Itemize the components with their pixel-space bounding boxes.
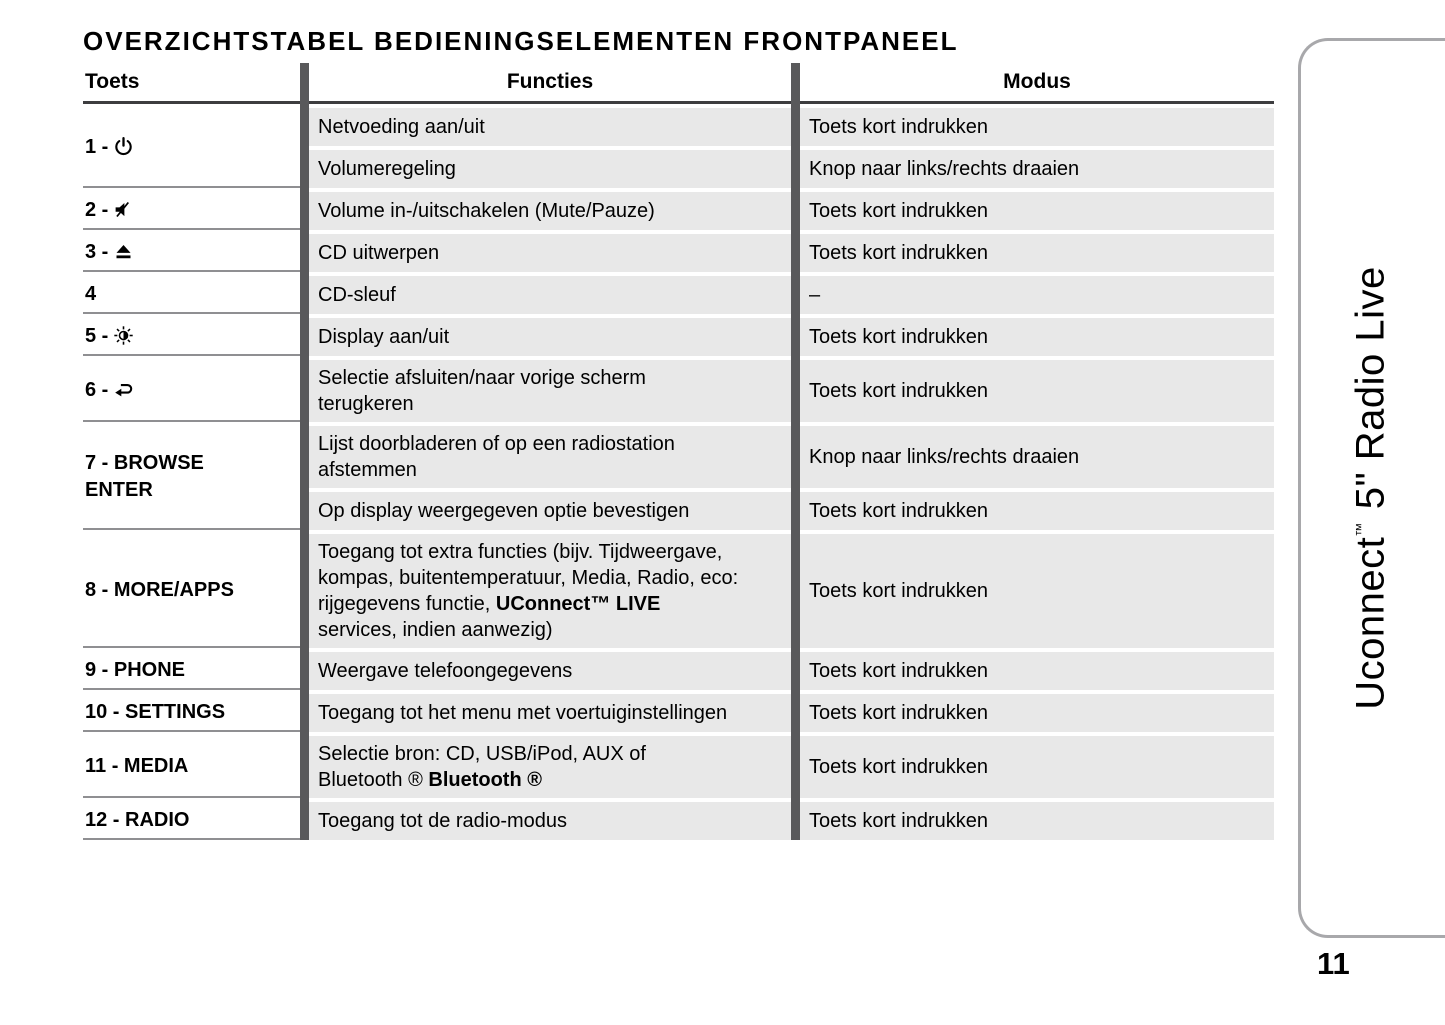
sidebar-model: 5" Radio Live xyxy=(1348,266,1393,510)
table-row xyxy=(300,318,1274,356)
sidebar-title xyxy=(1349,266,1394,710)
toets-cell xyxy=(83,360,300,422)
table-row xyxy=(300,192,1274,230)
functie-cell: Toegang tot het menu met voertuiginstellingen xyxy=(309,694,791,732)
group-rows xyxy=(300,426,1274,530)
functie-cell: Toegang tot extra functies (bijv. Tijdweergave, kompas, buitentemperatuur, Media, Radio, eco: rijgegevens functie, UConnect™ LIVE services, indien aanwezig) xyxy=(309,534,791,648)
header-modus: Modus xyxy=(1003,70,1071,93)
table-group xyxy=(83,694,1274,732)
table-row xyxy=(300,360,1274,422)
table-group xyxy=(83,234,1274,272)
modus-cell: Toets kort indrukken xyxy=(800,234,1274,272)
functie-cell: Selectie afsluiten/naar vorige scherm terugkeren xyxy=(309,360,791,422)
functie-cell: Toegang tot de radio-modus xyxy=(309,802,791,840)
trademark-symbol: ™ xyxy=(1352,522,1369,537)
modus-cell: Toets kort indrukken xyxy=(800,694,1274,732)
mute-icon xyxy=(108,197,134,224)
modus-cell: Toets kort indrukken xyxy=(800,360,1274,422)
group-rows xyxy=(300,318,1274,356)
table-group xyxy=(83,360,1274,422)
table-row xyxy=(300,426,1274,488)
functie-cell: Display aan/uit xyxy=(309,318,791,356)
table-group xyxy=(83,108,1274,188)
group-rows xyxy=(300,108,1274,188)
functie-cell: Volumeregeling xyxy=(309,150,791,188)
modus-cell: Toets kort indrukken xyxy=(800,108,1274,146)
table-row xyxy=(300,276,1274,314)
modus-cell: Toets kort indrukken xyxy=(800,652,1274,690)
sidebar-brand: Uconnect xyxy=(1348,536,1393,710)
toets-label: 5 - xyxy=(85,323,134,350)
toets-label: 6 - xyxy=(85,377,134,404)
group-rows xyxy=(300,736,1274,798)
modus-cell: Toets kort indrukken xyxy=(800,736,1274,798)
modus-cell: Toets kort indrukken xyxy=(800,318,1274,356)
back-icon xyxy=(108,377,134,404)
toets-cell xyxy=(83,652,300,690)
functie-cell: Op display weergegeven optie bevestigen xyxy=(309,492,791,530)
controls-table xyxy=(83,63,1274,840)
modus-cell: Knop naar links/rechts draaien xyxy=(800,426,1274,488)
functie-cell: CD uitwerpen xyxy=(309,234,791,272)
table-group xyxy=(83,426,1274,530)
header-toets: Toets xyxy=(85,70,140,93)
toets-label: 1 - xyxy=(85,134,134,161)
functie-cell: Volume in-/uitschakelen (Mute/Pauze) xyxy=(309,192,791,230)
column-divider-1 xyxy=(300,63,309,840)
manual-page xyxy=(83,26,1274,844)
group-rows xyxy=(300,534,1274,648)
header-functies: Functies xyxy=(506,70,594,93)
toets-cell xyxy=(83,736,300,798)
table-header-row xyxy=(83,63,1274,101)
table-group xyxy=(83,802,1274,840)
table-group xyxy=(83,192,1274,230)
table-group xyxy=(83,318,1274,356)
toets-label: 9 - PHONE xyxy=(85,658,186,681)
table-body xyxy=(83,108,1274,840)
table-row xyxy=(300,652,1274,690)
toets-label: 11 - MEDIA xyxy=(85,754,189,777)
header-rule xyxy=(83,101,1274,104)
toets-label: 8 - MORE/APPS xyxy=(85,578,234,601)
table-row xyxy=(300,534,1274,648)
toets-label: 10 - SETTINGS xyxy=(85,700,226,723)
toets-label: 3 - xyxy=(85,239,134,266)
toets-cell xyxy=(83,276,300,314)
functie-cell: Selectie bron: CD, USB/iPod, AUX of Bluetooth ® Bluetooth ® xyxy=(309,736,791,798)
sidebar-tab xyxy=(1298,38,1445,938)
table-group xyxy=(83,534,1274,648)
toets-label: 2 - xyxy=(85,197,134,224)
table-row xyxy=(300,234,1274,272)
functie-cell: Lijst doorbladeren of op een radiostation afstemmen xyxy=(309,426,791,488)
functie-cell: Weergave telefoongegevens xyxy=(309,652,791,690)
group-rows xyxy=(300,802,1274,840)
eject-icon xyxy=(108,239,134,266)
column-divider-2 xyxy=(791,63,800,840)
table-group xyxy=(83,736,1274,798)
page-number: 11 xyxy=(1317,946,1350,981)
table-row xyxy=(300,736,1274,798)
modus-cell: Toets kort indrukken xyxy=(800,492,1274,530)
toets-cell xyxy=(83,234,300,272)
functie-cell: CD-sleuf xyxy=(309,276,791,314)
power-icon xyxy=(108,134,134,161)
group-rows xyxy=(300,360,1274,422)
group-rows xyxy=(300,276,1274,314)
group-rows xyxy=(300,694,1274,732)
group-rows xyxy=(300,234,1274,272)
modus-cell: Toets kort indrukken xyxy=(800,802,1274,840)
table-group xyxy=(83,652,1274,690)
table-row xyxy=(300,108,1274,146)
modus-cell: Toets kort indrukken xyxy=(800,192,1274,230)
toets-cell xyxy=(83,108,300,188)
group-rows xyxy=(300,192,1274,230)
table-group xyxy=(83,276,1274,314)
toets-label: 12 - RADIO xyxy=(85,808,190,831)
table-row xyxy=(300,150,1274,188)
group-rows xyxy=(300,652,1274,690)
toets-label: 4 xyxy=(85,282,97,305)
toets-cell xyxy=(83,426,300,530)
modus-cell: – xyxy=(800,276,1274,314)
toets-cell xyxy=(83,694,300,732)
modus-cell: Toets kort indrukken xyxy=(800,534,1274,648)
table-row xyxy=(300,694,1274,732)
table-row xyxy=(300,492,1274,530)
toets-cell xyxy=(83,802,300,840)
modus-cell: Knop naar links/rechts draaien xyxy=(800,150,1274,188)
display-icon xyxy=(108,323,134,350)
toets-cell xyxy=(83,534,300,648)
toets-cell xyxy=(83,192,300,230)
page-title: OVERZICHTSTABEL BEDIENINGSELEMENTEN FRONTPANEEL xyxy=(83,26,959,56)
toets-label: 7 - BROWSE ENTER xyxy=(85,452,204,501)
toets-cell xyxy=(83,318,300,356)
functie-cell: Netvoeding aan/uit xyxy=(309,108,791,146)
table-row xyxy=(300,802,1274,840)
